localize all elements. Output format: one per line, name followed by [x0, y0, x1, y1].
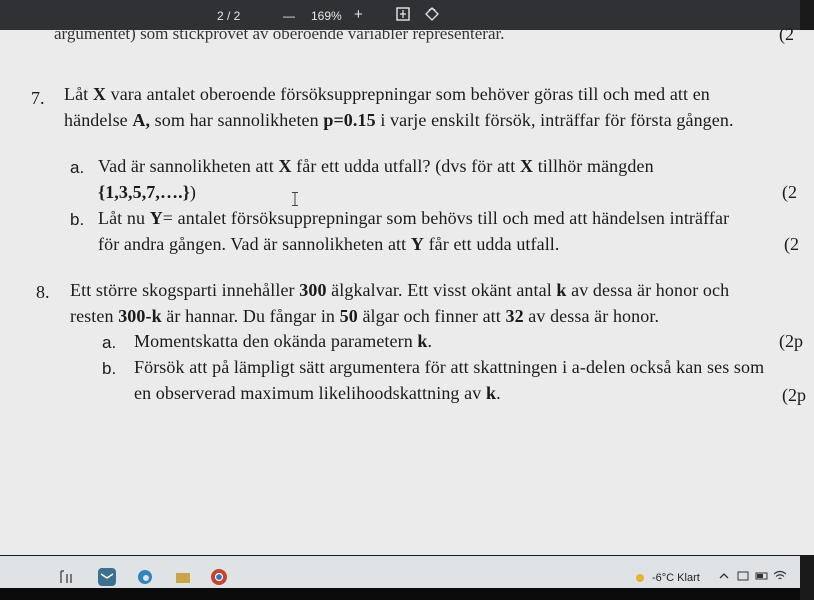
weather-icon[interactable]: [632, 570, 648, 589]
weather-text[interactable]: -6°C Klart: [652, 572, 700, 584]
points-label: (2: [782, 182, 797, 202]
question-7b-line-1: Låt nu Y= antalet försöksupprepningar som behövs till och med att händelsen inträffar: [98, 208, 730, 228]
text-cursor-icon: [292, 192, 298, 206]
edge-browser-icon[interactable]: [136, 568, 154, 586]
points-label: (2p: [779, 331, 803, 351]
page-indicator[interactable]: 2 / 2: [217, 9, 241, 23]
question-8a-line-1: Momentskatta den okända parametern k.: [134, 331, 433, 351]
zoom-out-button[interactable]: —: [283, 9, 295, 23]
question-7b-line-2: för andra gången. Vad är sannolikheten att Y får ett udda utfall.: [98, 234, 560, 254]
question-number: 7.: [31, 88, 45, 108]
battery-icon[interactable]: [755, 570, 769, 585]
points-label: (2: [779, 24, 794, 44]
question-7-line-1: Låt X vara antalet oberoende försöksupprepningar som behöver göras till och med att en: [64, 84, 710, 104]
device-icon[interactable]: [737, 570, 751, 585]
cut-off-text-line: argumentet) som stickprovet av oberoende variabler representerar.: [54, 24, 505, 43]
chevron-up-icon[interactable]: [718, 570, 730, 585]
question-8b-line-1: Försök att på lämpligt sätt argumentera för att skattningen i a-delen också kan ses som: [134, 357, 765, 377]
wifi-icon[interactable]: [773, 570, 787, 585]
chrome-icon[interactable]: [210, 568, 228, 586]
rotate-icon[interactable]: [424, 6, 440, 25]
sub-label-b: b.: [102, 359, 117, 378]
question-7-line-2: händelse A, som har sannolikheten p=0.15 i varje enskilt försök, inträffar för första gången.: [64, 110, 734, 130]
points-label: (2p: [782, 385, 806, 405]
question-8-line-1: Ett större skogsparti innehåller 300 älgkalvar. Ett visst okänt antal k av dessa är honor och: [70, 280, 730, 300]
zoom-level: 169%: [311, 9, 342, 23]
sub-label-a: a.: [102, 333, 117, 352]
pdf-page: [0, 24, 814, 555]
points-label: (2: [784, 234, 799, 254]
search-icon[interactable]: [58, 568, 76, 586]
question-7a-line-1: Vad är sannolikheten att X får ett udda utfall? (dvs för att X tillhör mängden: [98, 156, 654, 176]
file-explorer-icon[interactable]: [174, 568, 192, 586]
sub-label-b: b.: [70, 210, 85, 229]
question-8b-line-2: en observerad maximum likelihoodskattning av k.: [134, 383, 501, 403]
question-number: 8.: [36, 282, 50, 302]
question-8-line-2: resten 300-k är hannar. Du fångar in 50 älgar och finner att 32 av dessa är honor.: [70, 306, 660, 326]
zoom-in-button[interactable]: +: [354, 6, 363, 23]
question-7a-line-2: {1,3,5,7,….}): [98, 182, 196, 202]
mail-icon[interactable]: [98, 568, 116, 586]
sub-label-a: a.: [70, 158, 85, 177]
fit-page-icon[interactable]: [396, 7, 410, 24]
screen-bezel: [0, 588, 800, 600]
